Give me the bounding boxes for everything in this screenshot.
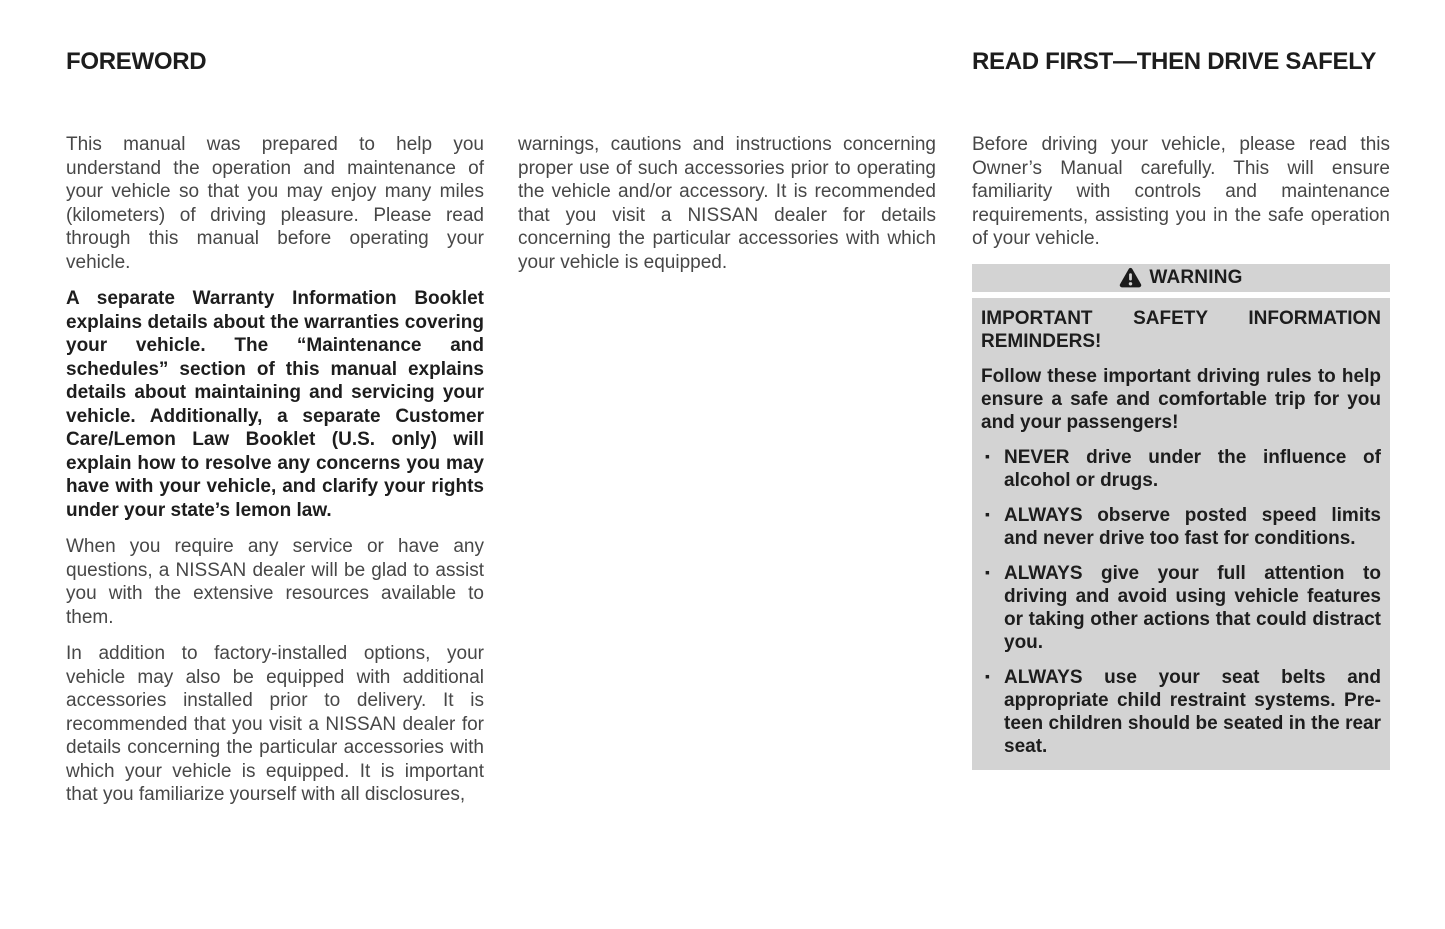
warning-subtitle: IMPORTANT SAFETY INFORMATION REMINDERS! (981, 307, 1381, 352)
read-first-column (972, 48, 1390, 770)
warning-lead: Follow these important driving rules to help ensure a safe and comfortable trip for you and your passengers! (981, 365, 1381, 433)
warning-bullet-seat-belts: ▪ ALWAYS use your seat belts and appropriate child restraint systems. Pre-teen children should be seated in the rear seat. (981, 666, 1381, 758)
warning-title: WARNING (1149, 266, 1243, 288)
warning-body (972, 298, 1390, 770)
foreword-paragraph-4: In addition to factory-installed options, your vehicle may also be equipped with additional accessories installed prior to delivery. It is recommended that you visit a NISSAN dealer for details concerning the particular accessories with which your vehicle is equipped. It is important that you familiarize yourself with all disclosures, (66, 643, 484, 805)
warning-triangle-icon (1119, 267, 1142, 288)
foreword-column (66, 48, 484, 820)
warning-header (972, 264, 1390, 292)
warning-bullet-speed-limits: ▪ ALWAYS observe posted speed limits and never drive too fast for conditions. (981, 504, 1381, 550)
warning-bullet-never-alcohol: ▪ NEVER drive under the influence of alcohol or drugs. (981, 446, 1381, 492)
foreword-continued-column (518, 48, 936, 287)
foreword-paragraph-continued: warnings, cautions and instructions concerning proper use of such accessories prior to operating the vehicle and/or accessory. It is recommended that you visit a NISSAN dealer for details concerning the particular accessories with which your vehicle is equipped. (518, 134, 936, 273)
warning-bullet-list (981, 446, 1381, 758)
foreword-heading: FOREWORD (66, 48, 207, 75)
foreword-paragraph-2-warranty: A separate Warranty Information Booklet explains details about the warranties covering your vehicle. The “Maintenance and schedules” section of this manual explains details about maintaining and servicing your vehicle. Additionally, a separate Customer Care/Lemon Law Booklet (U.S. only) will explain how to resolve any concerns you may have with your vehicle, and clarify your rights under your state’s lemon law. (66, 288, 484, 521)
foreword-paragraph-3: When you require any service or have any questions, a NISSAN dealer will be glad to assist you with the extensive resources available to them. (66, 536, 484, 628)
read-first-intro: Before driving your vehicle, please read this Owner’s Manual carefully. This will ensure familiarity with controls and maintenance requirements, assisting you in the safe operation of your vehicle. (972, 134, 1390, 249)
read-first-heading: READ FIRST—THEN DRIVE SAFELY (972, 48, 1377, 75)
foreword-paragraph-1: This manual was prepared to help you understand the operation and maintenance of your vehicle so that you may enjoy many miles (kilometers) of driving pleasure. Please read through this manual before operating your vehicle. (66, 134, 484, 273)
warning-box (972, 264, 1390, 770)
warning-bullet-full-attention: ▪ ALWAYS give your full attention to driving and avoid using vehicle features or taking other actions that could distract you. (981, 562, 1381, 654)
